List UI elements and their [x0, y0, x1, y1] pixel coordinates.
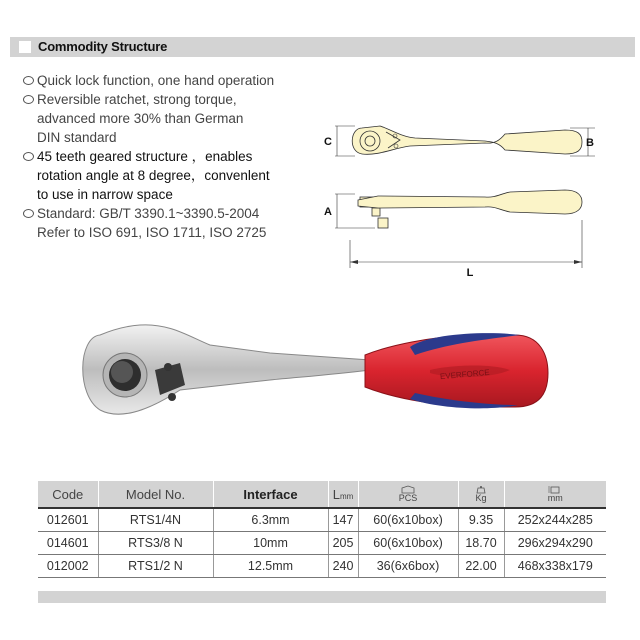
cell-model: RTS3/8 N — [98, 532, 213, 555]
cell-pcs: 60(6x10box) — [358, 508, 458, 532]
diagram-top-view — [352, 126, 582, 154]
cell-code: 012002 — [38, 555, 98, 578]
feature-line: DIN standard — [37, 130, 117, 145]
feature-line: to use in narrow space — [37, 187, 173, 202]
circle-bullet-icon — [23, 95, 34, 104]
cell-kg: 18.70 — [458, 532, 504, 555]
ratchet-wrench-photo — [70, 315, 600, 430]
col-header-interface: Interface — [213, 481, 328, 508]
feature-line: advanced more 30% than German — [37, 111, 244, 126]
handle-brand-text: EVERFORCE — [439, 367, 490, 382]
feature-item — [23, 147, 323, 204]
diagram-side-view — [358, 190, 582, 228]
label-b: B — [586, 137, 594, 149]
section-header — [10, 37, 635, 57]
cell-interface: 10mm — [213, 532, 328, 555]
feature-item — [23, 71, 323, 90]
dimension-c — [324, 126, 355, 156]
cell-interface: 12.5mm — [213, 555, 328, 578]
feature-line: 45 teeth geared structure ，enables — [37, 149, 253, 164]
feature-line: Quick lock function, one hand operation — [37, 73, 275, 88]
feature-item — [23, 90, 323, 147]
col-header-kg: Kg — [458, 481, 504, 508]
cell-kg: 22.00 — [458, 555, 504, 578]
cell-length: 240 — [328, 555, 358, 578]
circle-bullet-icon — [23, 152, 34, 161]
cell-pcs: 60(6x10box) — [358, 532, 458, 555]
cell-model: RTS1/4N — [98, 508, 213, 532]
cell-kg: 9.35 — [458, 508, 504, 532]
table-row — [38, 508, 606, 532]
table-row — [38, 532, 606, 555]
spec-table — [38, 481, 606, 578]
cell-code: 014601 — [38, 532, 98, 555]
cell-length: 147 — [328, 508, 358, 532]
label-c: C — [324, 136, 332, 148]
dimension-l — [350, 220, 582, 279]
cell-dims: 468x338x179 — [504, 555, 606, 578]
cell-length: 205 — [328, 532, 358, 555]
feature-line: rotation angle at 8 degree，convenlent — [37, 168, 270, 183]
header-square-icon — [19, 41, 31, 53]
cell-interface: 6.3mm — [213, 508, 328, 532]
cell-model: RTS1/2 N — [98, 555, 213, 578]
table-row — [38, 555, 606, 578]
feature-line: Reversible ratchet, strong torque, — [37, 92, 237, 107]
circle-bullet-icon — [23, 76, 34, 85]
label-a: A — [324, 206, 332, 218]
col-header-length: Lmm — [328, 481, 358, 508]
feature-item — [23, 204, 323, 242]
table-header-row — [38, 481, 606, 508]
label-l: L — [466, 267, 474, 279]
col-header-dims: mm — [504, 481, 606, 508]
circle-bullet-icon — [23, 209, 34, 218]
feature-line: Standard: GB/T 3390.1~3390.5-2004 — [37, 206, 260, 221]
col-header-pcs: PCS — [358, 481, 458, 508]
cell-code: 012601 — [38, 508, 98, 532]
feature-list — [23, 71, 323, 242]
section-title: Commodity Structure — [38, 39, 168, 54]
col-header-model: Model No. — [98, 481, 213, 508]
cell-pcs: 36(6x6box) — [358, 555, 458, 578]
col-header-code: Code — [38, 481, 98, 508]
footer-bar — [38, 591, 606, 603]
feature-line: Refer to ISO 691, ISO 1711, ISO 2725 — [37, 225, 267, 240]
cell-dims: 252x244x285 — [504, 508, 606, 532]
dimension-diagram — [320, 110, 595, 280]
cell-dims: 296x294x290 — [504, 532, 606, 555]
